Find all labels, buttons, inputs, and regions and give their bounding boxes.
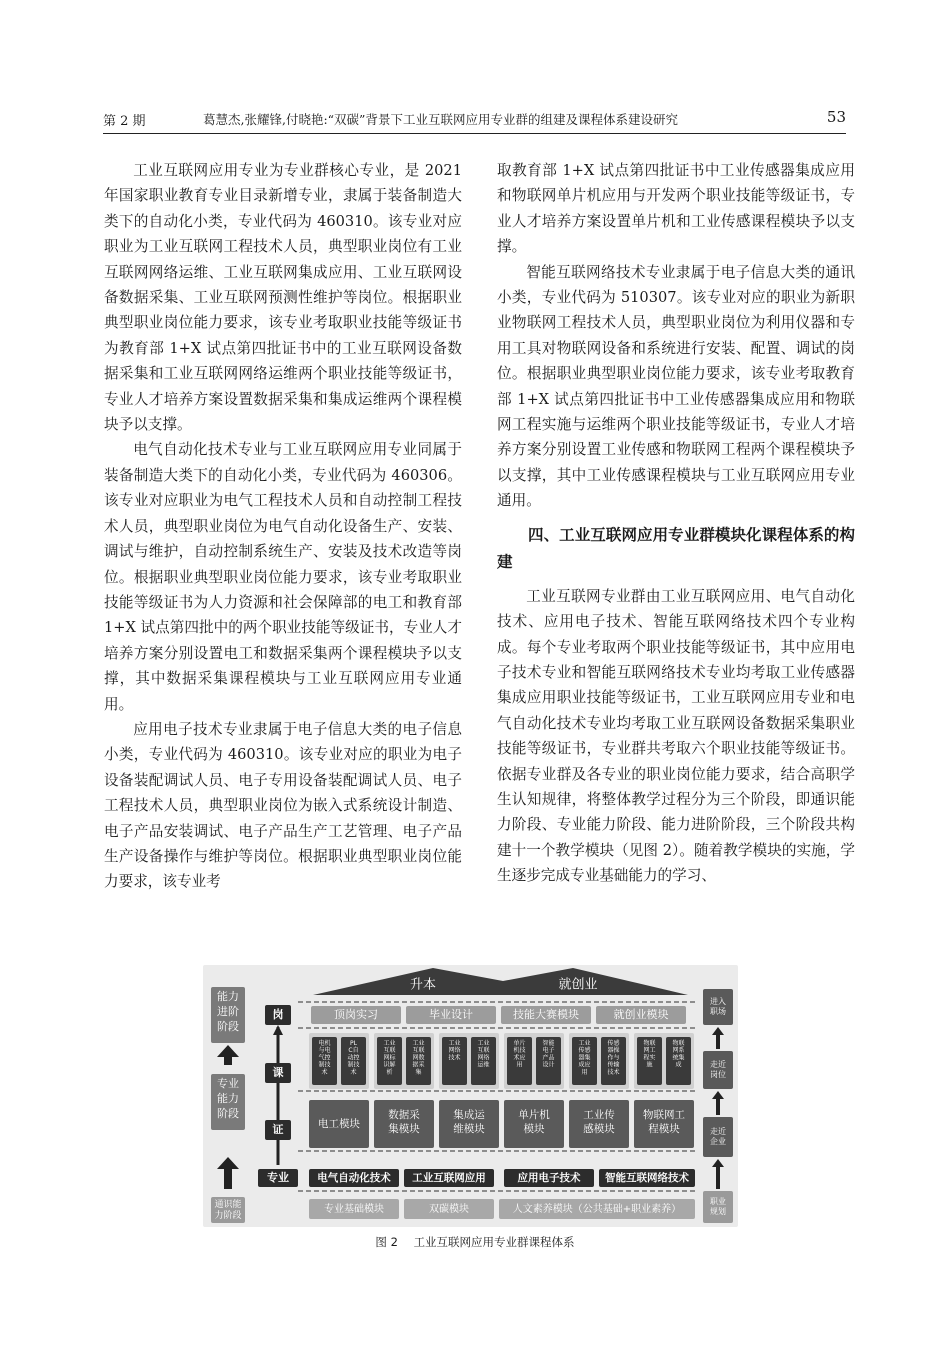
- course-label: 物联网工程实施: [643, 1040, 656, 1069]
- stage-label: 能力进阶阶段: [217, 990, 239, 1033]
- foundation-module-label: 专业基础模块: [324, 1204, 384, 1215]
- major-label: 应用电子技术: [517, 1172, 581, 1184]
- running-header: [103, 108, 846, 130]
- caption-number: 图 2: [375, 1235, 398, 1249]
- career-step-label: 走近企业: [710, 1127, 726, 1146]
- roof-label-left: 升本: [409, 977, 437, 993]
- major-label: 智能互联网络技术: [605, 1172, 689, 1184]
- foundation-module-label: 双碳模块: [429, 1204, 469, 1215]
- course-label: 传感器操作与传输技术: [607, 1040, 620, 1076]
- caption-title: 工业互联网应用专业群课程体系: [413, 1235, 575, 1249]
- position-module-label: 毕业设计: [429, 1008, 473, 1021]
- paragraph: 电气自动化技术专业与工业互联网应用专业同属于装备制造大类下的自动化小类，专业代码为 460306。该专业对应职业为电气工程技术人员和自动控制工程技术人员，典型职业岗位为电气自动化设备生产、安装、调试与维护，自动控制系统生产、安装及技术改造等岗位。根据职业典型职业岗位能力要求，该专业考取职业技能等级证书为人力资源和社会保障部的电工和教育部 1+X 试点第四批中的两个职业技能等级证书，专业人才培养方案分别设置电工和数据采集两个课程模块予以支撑，其中数据采集课程模块与工业互联网应用专业通用。: [104, 441, 462, 713]
- figure-2: [203, 965, 738, 1227]
- course-label: 工业互联网标识解析: [383, 1040, 396, 1076]
- row-label: 专业: [267, 1171, 289, 1184]
- major-label: 电气自动化技术: [317, 1172, 391, 1184]
- course-label: 物联网系统集成: [672, 1040, 685, 1069]
- paragraph: 取教育部 1+X 试点第四批证书中工业传感器集成应用和物联网单片机应用与开发两个职业技能等级证书，专业人才培养方案设置单片机和工业传感课程模块予以支撑。: [497, 162, 855, 256]
- roof-label-right: 就创业: [558, 977, 598, 993]
- career-step-label: 职业规划: [710, 1197, 726, 1216]
- course-label: 工业网络技术: [448, 1040, 461, 1062]
- position-module-label: 就创业模块: [613, 1008, 669, 1021]
- paragraph: 应用电子技术专业隶属于电子信息大类的电子信息小类，专业代码为 460310。该专业对应的职业为电子设备装配调试人员、电子专用设备装配调试人员、电子工程技术人员，典型职业岗位为嵌入式系统设计制造、电子产品安装调试、电子产品生产工艺管理、电子产品生产设备操作与维护等岗位。根据职业典型职业岗位能力要求，该专业考: [104, 720, 462, 891]
- course-label: 工业传感器集成应用: [578, 1040, 591, 1076]
- paragraph: 工业互联网专业群由工业互联网应用、电气自动化技术、应用电子技术、智能互联网络技术四个专业构成。每个专业考取两个职业技能等级证书，其中应用电子技术专业和智能互联网络技术专业均考取工业传感器集成应用职业技能等级证书，工业互联网应用专业和电气自动化技术专业均考取工业互联网设备数据采集职业技能等级证书，专业群共考取六个职业技能等级证书。依据专业群及各专业的职业岗位能力要求，结合高职学生认知规律，将整体教学过程分为三个阶段，即通识能力阶段、专业能力阶段、能力进阶阶段，三个阶段共构建十一个教学模块（见图 2）。随着教学模块的实施，学生逐步完成专业基础能力的学习、: [497, 587, 855, 885]
- row-label: 课: [272, 1066, 284, 1079]
- page-number: 53: [826, 108, 846, 126]
- course-label: 智能电子产品设计: [542, 1040, 555, 1069]
- left-column: [104, 158, 462, 895]
- foundation-module-label: 人文素养模块（公共基础+职业素养）: [512, 1204, 682, 1215]
- paragraph: 智能互联网络技术专业隶属于电子信息大类的通讯小类，专业代码为 510307。该专业对应的职业为新职业物联网工程技术人员，典型职业岗位为利用仪器和专用工具对物联网设备和系统进行安装、配置、调试的岗位。根据职业典型职业岗位能力要求，该专业考取教育部 1+X 试点第四批证书中工业传感器集成应用和物联网工程实施与运维两个职业技能等级证书，专业人才培养方案分别设置工业传感和物联网工程两个课程模块予以支撑，其中工业传感课程模块与工业互联网应用专业通用。: [497, 263, 855, 510]
- course-label: PL C自动控制技术: [347, 1040, 360, 1076]
- career-step-label: 进入职场: [710, 997, 726, 1016]
- certificate-module-label: 集成运维模块: [453, 1109, 485, 1135]
- course-label: 单片机技术应用: [513, 1040, 526, 1069]
- position-module-label: 顶岗实习: [334, 1008, 378, 1021]
- issue-number: 第 2 期: [103, 114, 146, 129]
- stage-label: 通识能力阶段: [214, 1200, 242, 1221]
- right-column: [497, 158, 855, 889]
- certificate-module-label: 工业传感模块: [583, 1109, 615, 1135]
- certificate-module-label: 电工模块: [318, 1118, 360, 1130]
- header-rule: [103, 133, 846, 134]
- figure-background: [203, 965, 738, 1227]
- running-title: 葛慧杰,张耀锋,付晓艳:“双碳”背景下工业互联网应用专业群的组建及课程体系建设研究: [203, 112, 678, 127]
- course-label: 工业互联网络运维: [477, 1040, 490, 1069]
- course-label: 电机与电气控制技术: [318, 1040, 331, 1076]
- section-heading: 四、工业互联网应用专业群模块化课程体系的构建: [497, 525, 855, 571]
- stage-label: 专业能力阶段: [217, 1077, 239, 1120]
- row-label: 证: [272, 1123, 284, 1136]
- curriculum-diagram: [203, 965, 738, 1227]
- row-label: 岗: [272, 1008, 284, 1021]
- career-step-label: 走近岗位: [710, 1060, 726, 1079]
- certificate-module-label: 单片机模块: [518, 1109, 550, 1135]
- figure-caption: [0, 1234, 950, 1250]
- major-label: 工业互联网应用: [412, 1172, 486, 1184]
- position-module-label: 技能大赛模块: [513, 1008, 579, 1021]
- certificate-module-label: 物联网工程模块: [643, 1109, 685, 1135]
- course-label: 工业互联网数据采集: [412, 1040, 425, 1076]
- certificate-module-label: 数据采集模块: [388, 1109, 420, 1135]
- paragraph: 工业互联网应用专业为专业群核心专业，是 2021 年国家职业教育专业目录新增专业，隶属于装备制造大类下的自动化小类，专业代码为 460310。该专业对应职业为工业互联网工程技术人员，典型职业岗位有工业互联网网络运维、工业互联网集成应用、工业互联网设备数据采集、工业互联网预测性维护等岗位。根据职业典型职业岗位能力要求，该专业考取职业技能等级证书为教育部 1+X 试点第四批证书中的工业互联网设备数据采集和工业互联网网络运维两个职业技能等级证书，专业人才培养方案设置数据采集和集成运维两个课程模块予以支撑。: [104, 162, 462, 434]
